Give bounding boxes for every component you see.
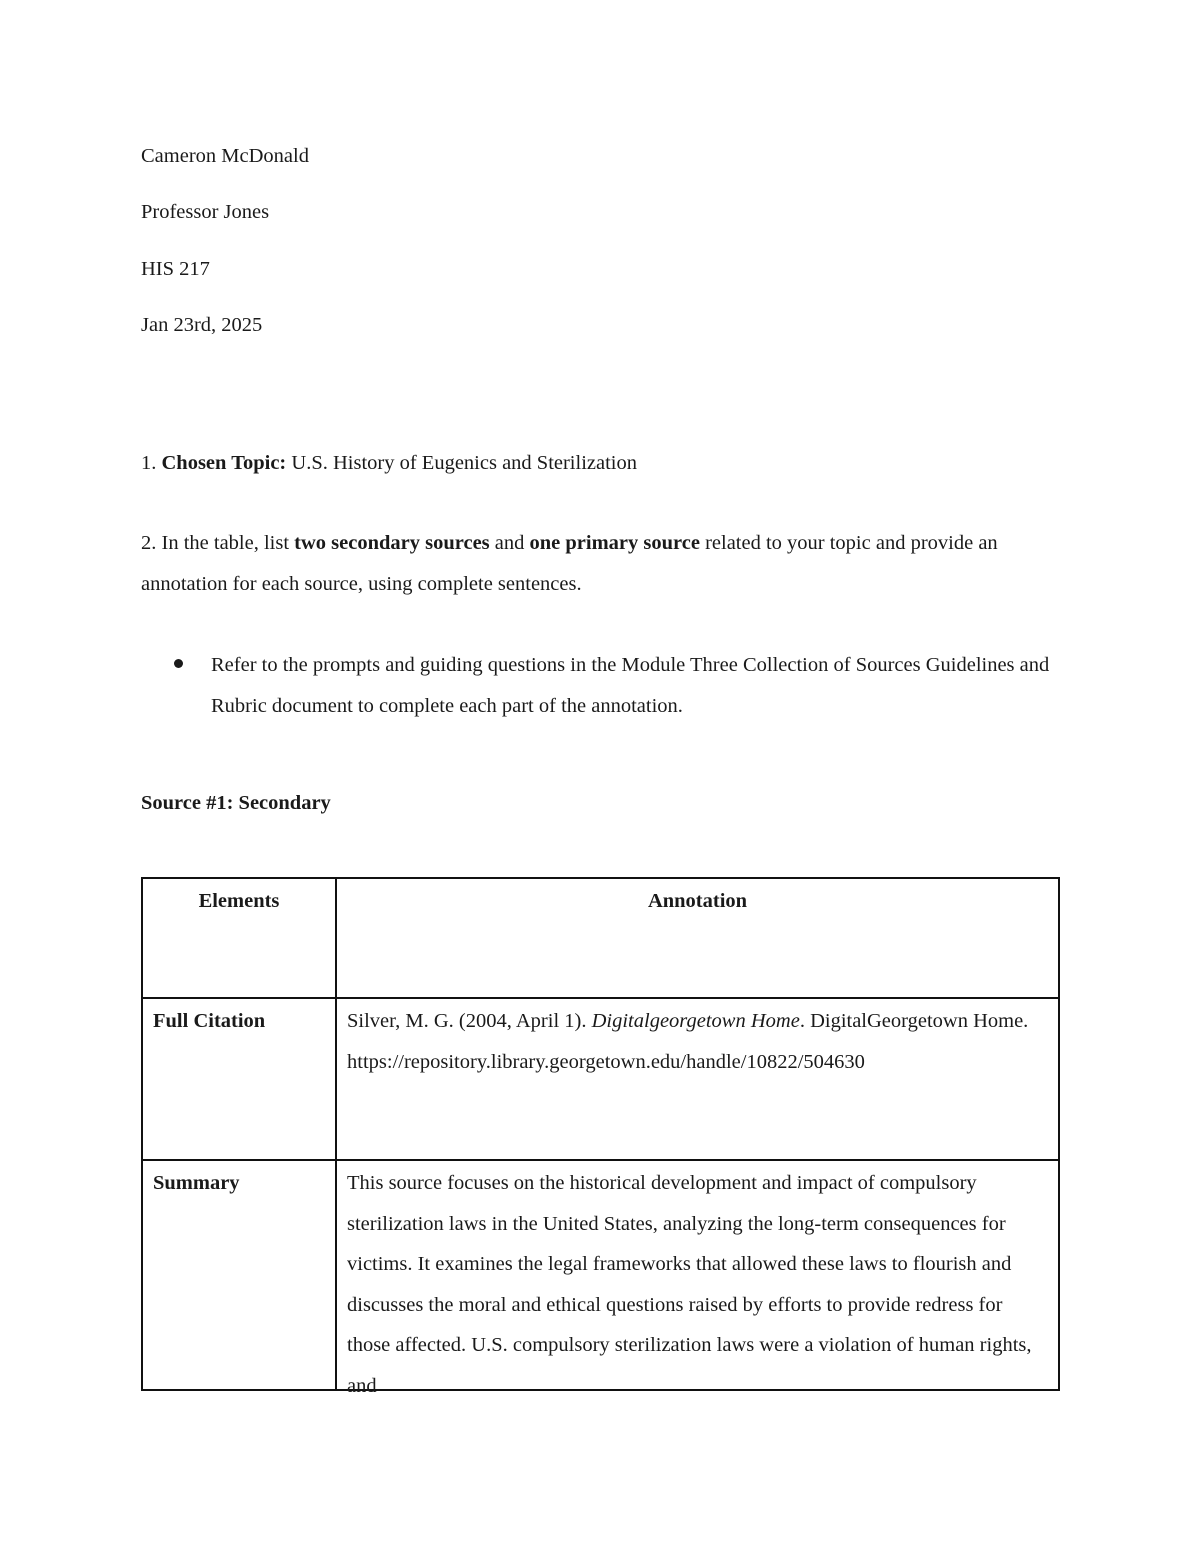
- citation-publisher: . DigitalGeorgetown Home.: [799, 1010, 1029, 1032]
- item-2-bold-primary: one primary source: [529, 532, 700, 554]
- full-citation-cell: [336, 998, 1059, 1160]
- item-1-topic: U.S. History of Eugenics and Sterilization: [291, 452, 637, 474]
- summary-label: Summary: [142, 1160, 336, 1390]
- table-row: [142, 998, 1059, 1160]
- item-2-text-c: related to your topic and provide an annotation for each source, using complete sentences.: [141, 532, 998, 595]
- student-name: Cameron McDonald: [141, 145, 309, 167]
- item-2-text-a: In the table, list: [161, 532, 290, 554]
- item-1-label: Chosen Topic:: [161, 452, 287, 474]
- column-header-annotation: Annotation: [336, 878, 1059, 998]
- bullet-instruction: Refer to the prompts and guiding questions in the Module Three Collection of Sources Guidelines and Rubric document to complete each part of the annotation.: [211, 654, 1050, 717]
- table-row: [142, 1160, 1059, 1390]
- item-2-text-b: and: [494, 532, 525, 554]
- item-1-number: 1.: [141, 452, 157, 474]
- item-2-instructions: [141, 523, 1041, 604]
- item-2-bold-secondary: two secondary sources: [294, 532, 490, 554]
- citation-title: Digitalgeorgetown Home: [591, 1010, 800, 1032]
- document-date: Jan 23rd, 2025: [141, 314, 263, 336]
- annotation-table: [141, 877, 1060, 1397]
- summary-text: This source focuses on the historical development and impact of compulsory sterilization laws in the United States, analyzing the long-term consequences for victims. It examines the legal frameworks that allowed these laws to flourish and discusses the moral and ethical questions raised by efforts to provide redress for those affected. U.S. compulsory sterilization laws were a violation of human rights, and: [347, 1172, 1032, 1397]
- item-2-number: 2.: [141, 532, 157, 554]
- item-1-chosen-topic: [141, 451, 637, 475]
- summary-cell: [336, 1160, 1059, 1397]
- citation-url: https://repository.library.georgetown.edu/handle/10822/504630: [347, 1050, 865, 1073]
- course-code: HIS 217: [141, 258, 210, 280]
- professor-name: Professor Jones: [141, 201, 270, 223]
- bullet-point-icon: [174, 659, 183, 668]
- column-header-elements: Elements: [142, 878, 336, 998]
- citation-author-date: Silver, M. G. (2004, April 1).: [347, 1010, 587, 1032]
- source-1-heading: Source #1: Secondary: [141, 792, 331, 814]
- table-header-row: [142, 878, 1059, 998]
- full-citation-label: Full Citation: [142, 998, 336, 1160]
